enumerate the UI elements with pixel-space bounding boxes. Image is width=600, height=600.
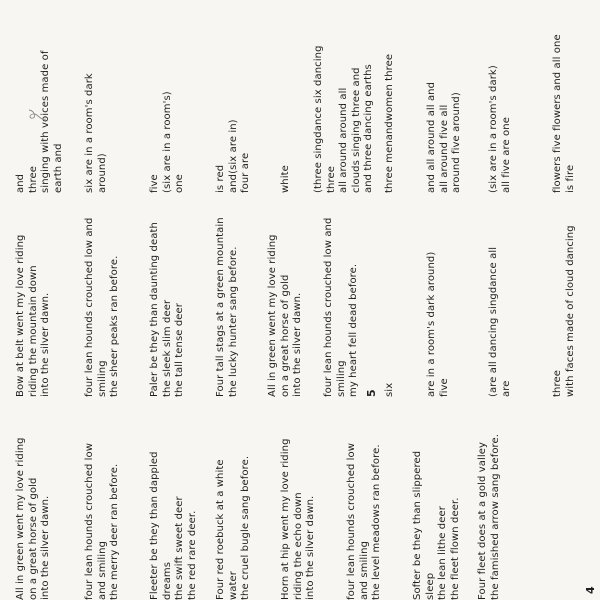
stanza: [488, 206, 513, 397]
poem-line: are in a room's dark around): [426, 251, 437, 397]
poem-line: Bow at belt went my love riding: [15, 234, 26, 397]
stanza: [15, 406, 53, 600]
stanza: [477, 406, 502, 600]
poem-line: the fleet flown deer.: [449, 497, 461, 600]
poem-line: Fleeter be they than dappled: [149, 451, 160, 600]
poem-line: the red rare deer.: [186, 510, 198, 600]
poem-line: clouds singing three and: [350, 67, 362, 193]
stanza: [15, 0, 65, 193]
stanza: [552, 0, 577, 193]
poem-line: and smiling: [358, 540, 370, 600]
stanza: [149, 406, 199, 600]
poem-line: white: [280, 165, 291, 193]
poem-line: all around five all: [438, 104, 450, 193]
stanza: [552, 206, 577, 397]
pencil-annotation-icon: [26, 108, 48, 122]
poem-line: Paler be they than daunting death: [149, 222, 160, 397]
poem-line: smiling: [96, 360, 108, 397]
poem-line: is fire: [564, 164, 576, 193]
poem-line: (three singdance six dancing: [313, 45, 324, 193]
poem-line: singing with voices made of: [40, 50, 51, 193]
poem-line: three menandwomen three: [384, 53, 395, 193]
poem-line: into the silver dawn.: [305, 495, 316, 600]
poem-line: with faces made of cloud dancing: [564, 225, 576, 397]
poem-line: and three dancing earths: [363, 64, 374, 193]
poem-line: the sleek slim deer: [161, 299, 173, 397]
stanza: [384, 206, 397, 397]
poem-line: sleep: [424, 572, 436, 600]
poem-line: (six are in a room's): [161, 91, 173, 193]
poem-line: Horn at hip went my love riding: [280, 438, 291, 600]
stanza: [426, 0, 464, 193]
stanza: [412, 406, 462, 600]
poem-line: the cruel bugle sang before.: [240, 455, 251, 600]
poem-line: (six are in a room's dark): [488, 65, 499, 193]
poem-column-left: [0, 406, 600, 600]
poem-line: five: [149, 174, 160, 193]
poem-line: and smiling: [96, 540, 108, 600]
poem-line: on a great horse of gold: [27, 477, 39, 600]
poem-line: into the silver dawn.: [40, 292, 51, 397]
poem-line: four lean hounds crouched low: [346, 442, 357, 600]
poem-line: around): [96, 153, 108, 193]
stanza: [280, 0, 293, 193]
poem-line: four lean hounds crouched low: [84, 442, 95, 600]
poem-line: into the silver dawn.: [292, 292, 303, 397]
stanza: [346, 406, 384, 600]
poem-line: three: [27, 166, 39, 193]
poem-line: All in green went my love riding: [267, 234, 278, 397]
poem-line: and(six are in): [227, 119, 239, 193]
poem-line: riding the mountain down: [27, 265, 39, 397]
stanza: [323, 206, 361, 397]
poem-line: six are in a room's dark: [84, 73, 95, 193]
poem-line: is red: [215, 164, 226, 193]
poem-line: the tall tense deer: [174, 303, 185, 397]
poem-line: four are: [240, 152, 251, 193]
poem-line: the swift sweet deer: [174, 496, 185, 600]
poem-line: Four fleet does at a gold valley: [477, 441, 488, 600]
stanza: [215, 0, 253, 193]
poem-line: and all around all and: [426, 81, 437, 193]
poem-line: flowers five flowers and all one: [552, 34, 563, 193]
stanza: [313, 0, 376, 193]
poem-line: the famished arrow sang before.: [489, 433, 501, 600]
poem-column-middle: [0, 206, 600, 397]
poem-line: six: [384, 382, 395, 397]
poem-line: the lean lithe deer: [437, 506, 448, 600]
poem-line: are: [500, 380, 512, 397]
poem-line: around five around): [451, 92, 462, 193]
poem-line: my heart fell dead before.: [348, 263, 359, 397]
poem-line: Four red roebuck at a white: [215, 459, 226, 600]
stanza: [215, 406, 253, 600]
stanza: [384, 0, 397, 193]
stanza: [84, 0, 109, 193]
poem-line: all around around all: [338, 87, 349, 193]
poem-line: the sheer peaks ran before.: [109, 255, 120, 397]
poem-line: and: [15, 173, 26, 193]
stanza: [149, 206, 187, 397]
stanza: [149, 0, 187, 193]
poem-line: three: [325, 166, 337, 193]
poem-line: Four tall stags at a green mountain: [215, 217, 226, 397]
page-number: 4: [584, 586, 597, 594]
stanza: [215, 206, 240, 397]
poem-line: the lucky hunter sang before.: [227, 246, 239, 397]
poem-line: dreams: [161, 561, 173, 600]
stanza: [280, 406, 318, 600]
poem-line: water: [227, 571, 239, 600]
stanza: [84, 206, 122, 397]
poem-line: five: [438, 378, 450, 397]
poem-line: riding the echo down: [292, 492, 304, 600]
poem-line: the level meadows ran before.: [371, 444, 382, 600]
stanza: [15, 206, 53, 397]
poem-line: (are all dancing singdance all: [488, 246, 499, 397]
stanza: [426, 206, 451, 397]
poem-line: into the silver dawn.: [40, 495, 51, 600]
section-heading: [366, 206, 379, 397]
poem-line: three: [552, 370, 563, 397]
poem-line: All in green went my love riding: [15, 437, 26, 600]
poem-line: smiling: [335, 360, 347, 397]
stanza: [84, 406, 122, 600]
poem-line: on a great horse of gold: [279, 274, 291, 397]
poem-line: Softer be they than slippered: [412, 450, 423, 600]
stanza: [267, 206, 305, 397]
stanza: [488, 0, 513, 193]
poem-line: one: [174, 174, 185, 193]
poem-line: all five are one: [500, 117, 512, 193]
poem-line: the merry deer ran before.: [109, 463, 120, 600]
poem-column-right: [0, 0, 600, 193]
poem-line: four lean hounds crouched low and: [84, 217, 95, 397]
poem-line: earth and: [52, 143, 64, 193]
poem-line: four lean hounds crouched low and: [323, 217, 334, 397]
section-number: 5: [365, 389, 378, 397]
